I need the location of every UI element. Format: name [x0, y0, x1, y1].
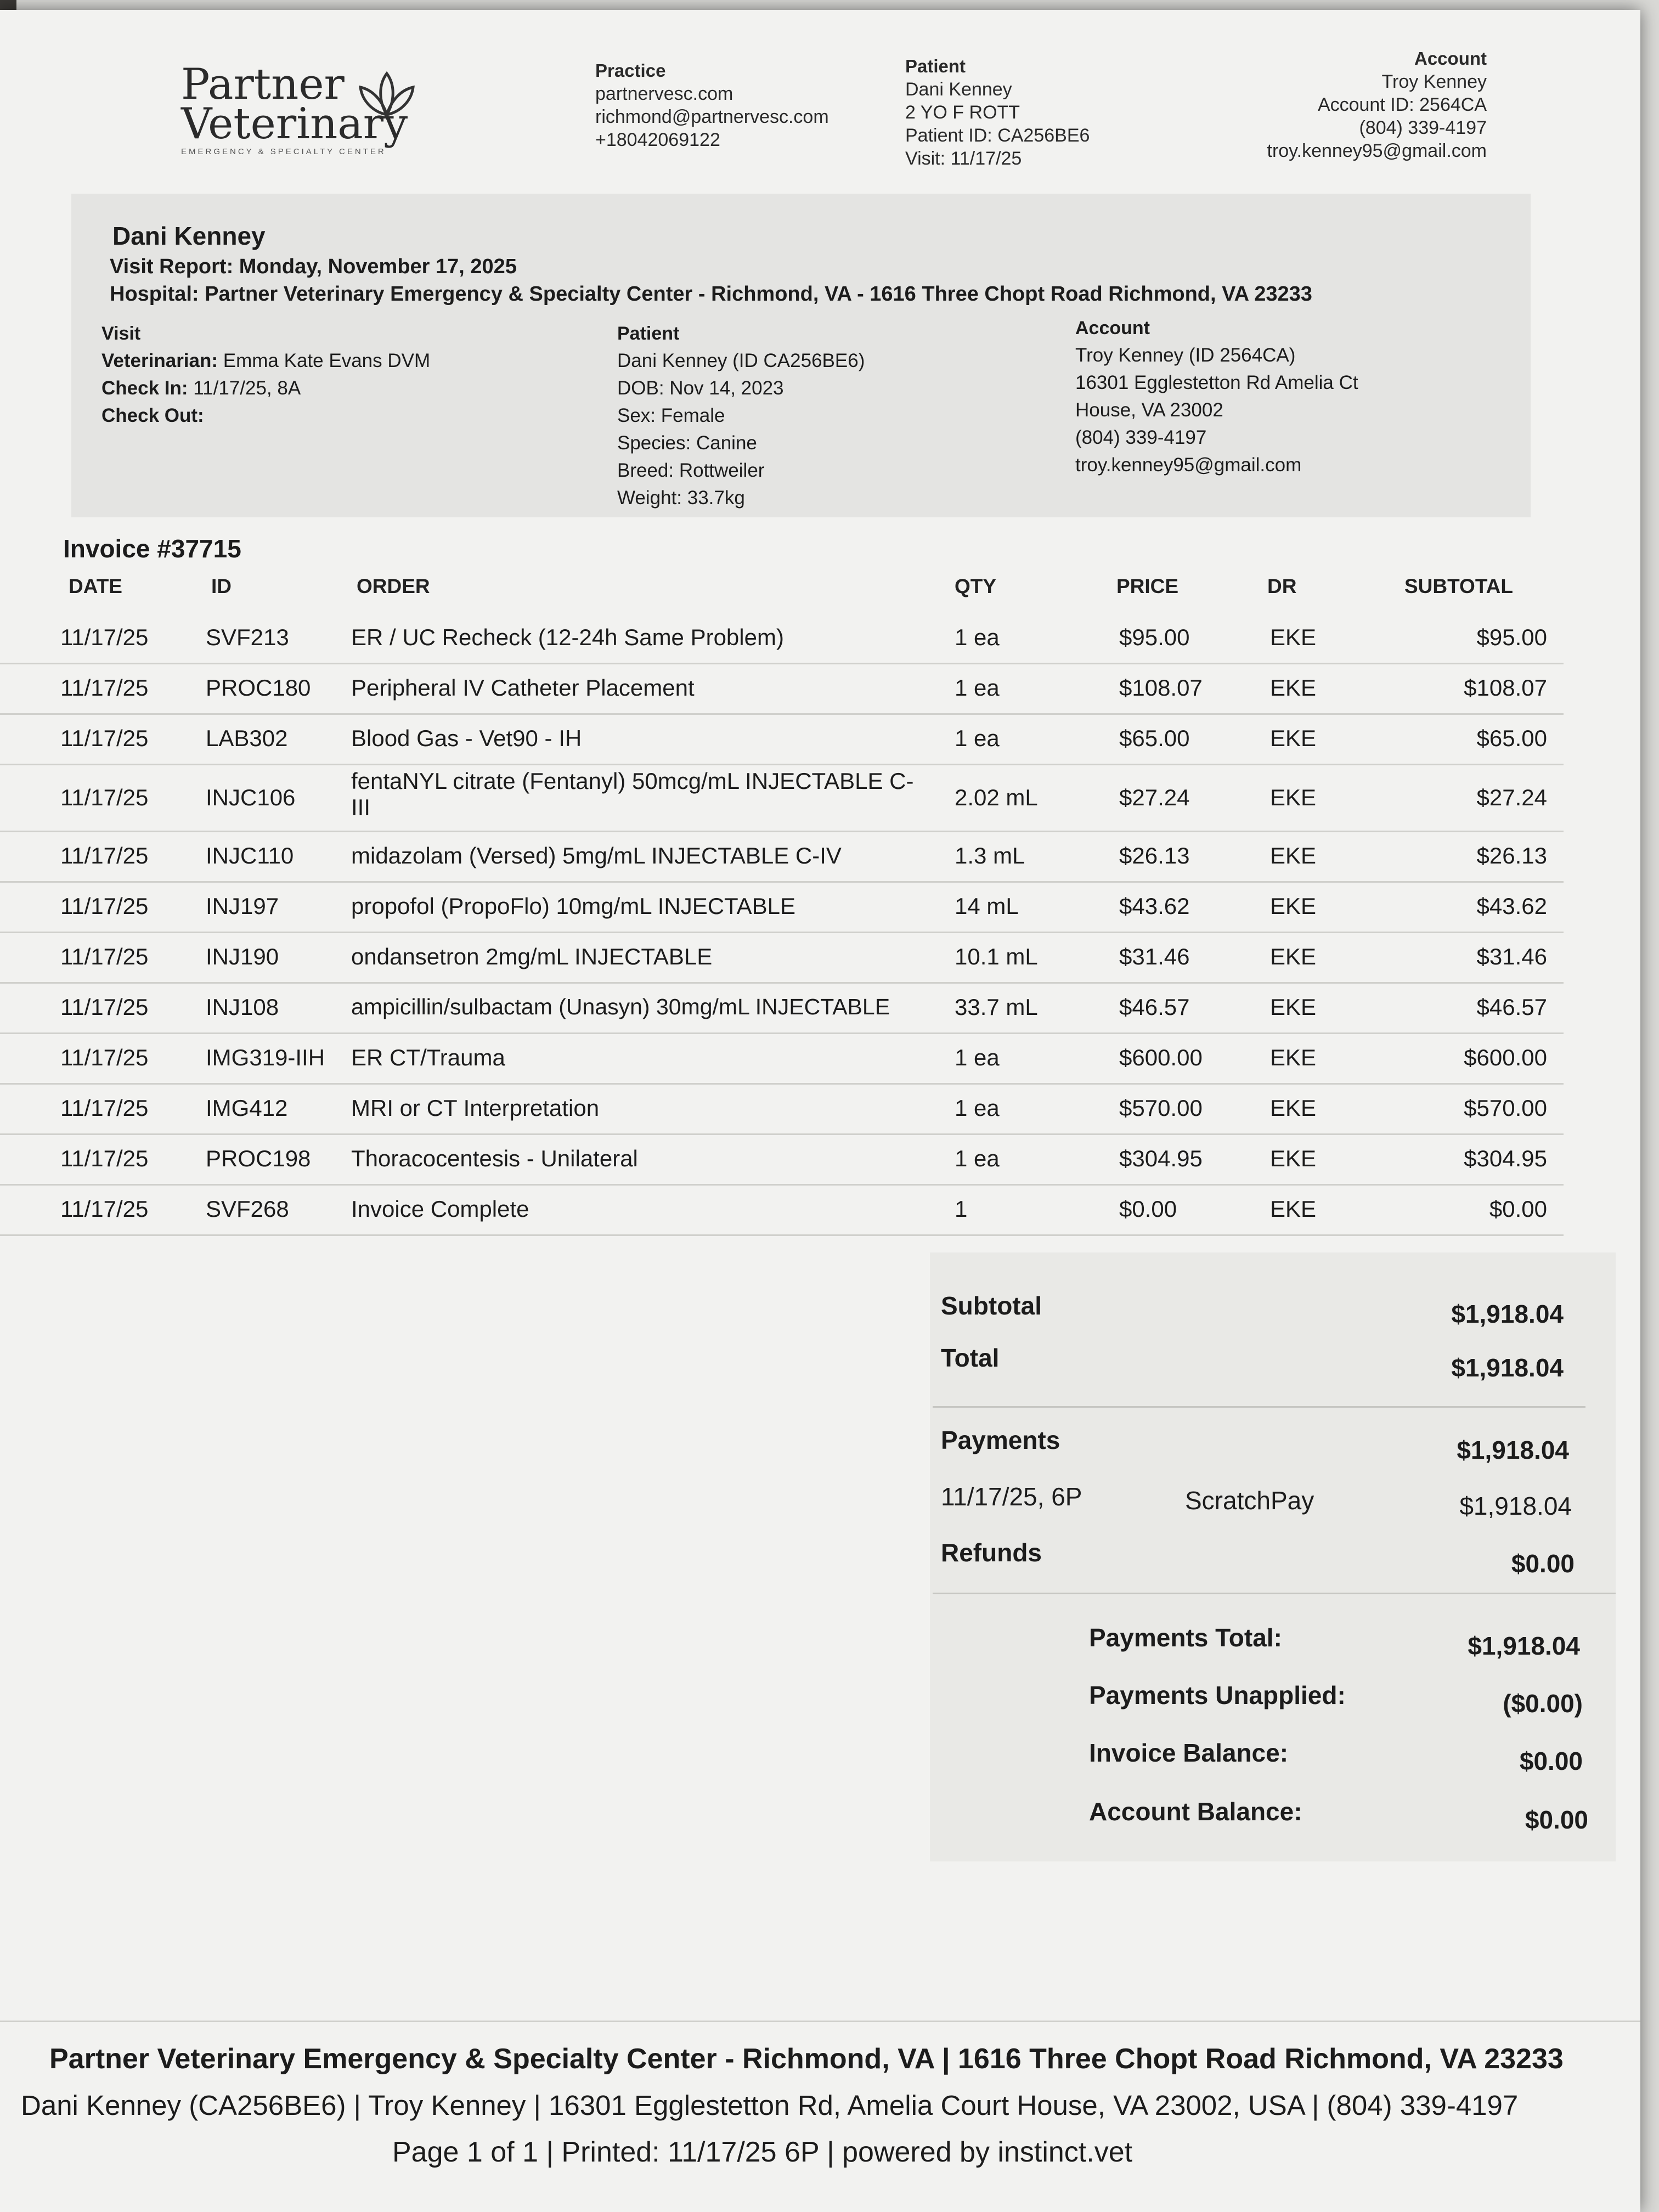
- table-row: [0, 612, 1564, 664]
- footer-divider: [0, 2021, 1640, 2022]
- total-value: $1,918.04: [1451, 1353, 1564, 1382]
- row-id: INJ108: [206, 994, 279, 1020]
- row-price: $95.00: [1119, 624, 1190, 650]
- row-price: $27.24: [1119, 785, 1190, 810]
- row-order: ondansetron 2mg/mL INJECTABLE: [351, 944, 713, 969]
- footer-client: Dani Kenney (CA256BE6) | Troy Kenney | 16301 Egglestetton Rd, Amelia Court House, VA 23002, USA | (804) 339-4197: [21, 2090, 1519, 2121]
- payments-total-label: Payments Total:: [1089, 1623, 1282, 1652]
- visit-label: Visit: [101, 323, 141, 344]
- patient-details-label: Patient: [617, 323, 680, 344]
- row-order: Invoice Complete: [351, 1196, 529, 1222]
- refunds-value: $0.00: [1511, 1549, 1575, 1578]
- row-dr: EKE: [1270, 1146, 1317, 1171]
- account-header-id: Account ID: 2564CA: [1317, 94, 1487, 115]
- payments-value: $1,918.04: [1457, 1436, 1569, 1464]
- footer-hospital: Partner Veterinary Emergency & Specialty Center - Richmond, VA | 1616 Three Chopt Road Richmond, VA 23233: [49, 2043, 1564, 2075]
- practice-info: [595, 59, 829, 151]
- account-header-label: Account: [1414, 48, 1487, 69]
- row-subtotal: $95.00: [1476, 624, 1547, 650]
- row-price: $108.07: [1119, 675, 1203, 701]
- patient-weight: Weight: 33.7kg: [617, 487, 745, 509]
- row-id: SVF213: [206, 624, 289, 650]
- row-date: 11/17/25: [60, 624, 149, 650]
- practice-phone: +18042069122: [595, 129, 720, 150]
- row-order: midazolam (Versed) 5mg/mL INJECTABLE C-IV: [351, 843, 842, 868]
- table-row: [0, 713, 1564, 765]
- row-subtotal: $26.13: [1476, 843, 1547, 868]
- total-label: Total: [941, 1344, 1000, 1372]
- visit-details: [101, 320, 430, 430]
- logo-word-partner: Partner: [181, 60, 345, 109]
- payments-unapplied-label: Payments Unapplied:: [1089, 1681, 1346, 1709]
- row-qty: 1 ea: [955, 675, 1000, 701]
- row-date: 11/17/25: [60, 675, 149, 701]
- patient-header-summary: 2 YO F ROTT: [905, 102, 1020, 123]
- row-subtotal: $0.00: [1489, 1196, 1547, 1222]
- account-details-label: Account: [1075, 318, 1150, 338]
- row-dr: EKE: [1270, 1196, 1317, 1222]
- account-address-1: 16301 Egglestetton Rd Amelia Ct: [1075, 372, 1358, 393]
- table-row: [0, 831, 1564, 883]
- account-balance-value: $0.00: [1525, 1805, 1588, 1834]
- row-dr: EKE: [1270, 785, 1317, 810]
- row-subtotal: $570.00: [1464, 1095, 1547, 1121]
- col-header-subtotal: SUBTOTAL: [1404, 575, 1514, 597]
- row-dr: EKE: [1270, 725, 1317, 751]
- practice-logo: [181, 60, 433, 180]
- payment-date: 11/17/25, 6P: [941, 1482, 1082, 1511]
- invoice-balance-label: Invoice Balance:: [1089, 1739, 1289, 1767]
- practice-website: partnervesc.com: [595, 83, 733, 104]
- patient-header-info: [905, 55, 1090, 170]
- row-subtotal: $304.95: [1464, 1146, 1547, 1171]
- table-row: [0, 932, 1564, 984]
- account-header-info: [1267, 47, 1487, 162]
- patient-header-visit: Visit: 11/17/25: [905, 148, 1022, 169]
- row-subtotal: $31.46: [1476, 944, 1547, 969]
- row-dr: EKE: [1270, 1045, 1317, 1070]
- checkin-label: Check In:: [101, 377, 188, 399]
- row-id: INJ197: [206, 893, 279, 919]
- patient-sex: Sex: Female: [617, 405, 725, 426]
- invoice-title: Invoice #37715: [63, 534, 241, 563]
- vet-name: Emma Kate Evans DVM: [223, 350, 431, 371]
- row-qty: 33.7 mL: [955, 994, 1038, 1020]
- patient-header-label: Patient: [905, 56, 966, 76]
- row-price: $0.00: [1119, 1196, 1177, 1222]
- patient-dob: DOB: Nov 14, 2023: [617, 377, 784, 399]
- patient-header-id: Patient ID: CA256BE6: [905, 125, 1090, 146]
- row-subtotal: $27.24: [1476, 785, 1547, 810]
- checkin-value: 11/17/25, 8A: [193, 377, 301, 399]
- row-order: ER CT/Trauma: [351, 1045, 505, 1070]
- row-order: ampicillin/sulbactam (Unasyn) 30mg/mL INJECTABLE: [351, 994, 890, 1019]
- table-row: [0, 1032, 1564, 1085]
- row-id: INJC106: [206, 785, 296, 810]
- row-subtotal: $65.00: [1476, 725, 1547, 751]
- row-order: ER / UC Recheck (12-24h Same Problem): [351, 624, 784, 650]
- vet-label: Veterinarian:: [101, 350, 218, 371]
- row-qty: 1 ea: [955, 1146, 1000, 1171]
- row-price: $570.00: [1119, 1095, 1203, 1121]
- row-date: 11/17/25: [60, 785, 149, 810]
- row-price: $26.13: [1119, 843, 1190, 868]
- table-row: [0, 881, 1564, 933]
- row-dr: EKE: [1270, 893, 1317, 919]
- col-header-qty: QTY: [955, 575, 997, 597]
- payments-label: Payments: [941, 1426, 1060, 1454]
- row-id: IMG319-IIH: [206, 1045, 325, 1070]
- row-order: propofol (PropoFlo) 10mg/mL INJECTABLE: [351, 893, 795, 919]
- col-header-id: ID: [211, 575, 232, 597]
- row-price: $43.62: [1119, 893, 1190, 919]
- patient-species: Species: Canine: [617, 432, 757, 454]
- row-date: 11/17/25: [60, 1095, 149, 1121]
- col-header-price: PRICE: [1116, 575, 1179, 597]
- row-date: 11/17/25: [60, 843, 149, 868]
- table-row: [0, 764, 1564, 832]
- row-qty: 1 ea: [955, 1095, 1000, 1121]
- visit-patient-name: Dani Kenney: [112, 222, 266, 250]
- row-order-continued: III: [351, 794, 371, 820]
- row-price: $46.57: [1119, 994, 1190, 1020]
- account-balance-label: Account Balance:: [1089, 1797, 1302, 1826]
- invoice-page: [0, 10, 1640, 2212]
- invoice-balance-value: $0.00: [1519, 1747, 1583, 1775]
- row-order: Peripheral IV Catheter Placement: [351, 675, 695, 701]
- row-order: Thoracocentesis - Unilateral: [351, 1146, 638, 1171]
- row-qty: 14 mL: [955, 893, 1019, 919]
- row-id: PROC180: [206, 675, 311, 701]
- row-subtotal: $46.57: [1476, 994, 1547, 1020]
- row-id: IMG412: [206, 1095, 288, 1121]
- row-dr: EKE: [1270, 624, 1317, 650]
- totals-divider: [933, 1593, 1616, 1594]
- refunds-label: Refunds: [941, 1538, 1042, 1567]
- row-date: 11/17/25: [60, 994, 149, 1020]
- table-row: [0, 1083, 1564, 1135]
- account-email: troy.kenney95@gmail.com: [1075, 454, 1302, 476]
- account-address-2: House, VA 23002: [1075, 399, 1223, 421]
- account-header-name: Troy Kenney: [1381, 71, 1487, 92]
- row-order: MRI or CT Interpretation: [351, 1095, 600, 1121]
- patient-breed: Breed: Rottweiler: [617, 460, 765, 481]
- payment-method: ScratchPay: [1185, 1486, 1314, 1515]
- payments-total-value: $1,918.04: [1468, 1632, 1580, 1660]
- row-dr: EKE: [1270, 994, 1317, 1020]
- lotus-icon: [348, 68, 425, 123]
- row-subtotal: $43.62: [1476, 893, 1547, 919]
- subtotal-value: $1,918.04: [1451, 1300, 1564, 1328]
- row-date: 11/17/25: [60, 1196, 149, 1222]
- payments-unapplied-value: ($0.00): [1503, 1689, 1583, 1718]
- account-owner: Troy Kenney (ID 2564CA): [1075, 345, 1296, 366]
- account-header-phone: (804) 339-4197: [1359, 117, 1487, 138]
- totals-divider: [933, 1406, 1585, 1408]
- checkout-label: Check Out:: [101, 405, 204, 426]
- footer-print-info: Page 1 of 1 | Printed: 11/17/25 6P | powered by instinct.vet: [392, 2136, 1133, 2168]
- row-price: $600.00: [1119, 1045, 1203, 1070]
- row-qty: 1 ea: [955, 624, 1000, 650]
- patient-header-name: Dani Kenney: [905, 79, 1012, 100]
- row-order: Blood Gas - Vet90 - IH: [351, 725, 582, 751]
- table-row: [0, 663, 1564, 715]
- row-order: fentaNYL citrate (Fentanyl) 50mcg/mL INJECTABLE C-: [351, 768, 914, 794]
- row-id: LAB302: [206, 725, 288, 751]
- logo-word-veterinary: Veterinary: [181, 99, 408, 149]
- row-price: $65.00: [1119, 725, 1190, 751]
- row-subtotal: $108.07: [1464, 675, 1547, 701]
- row-date: 11/17/25: [60, 725, 149, 751]
- account-phone: (804) 339-4197: [1075, 427, 1207, 448]
- patient-id-line: Dani Kenney (ID CA256BE6): [617, 350, 865, 371]
- row-id: INJ190: [206, 944, 279, 969]
- row-date: 11/17/25: [60, 944, 149, 969]
- practice-email: richmond@partnervesc.com: [595, 106, 829, 127]
- row-dr: EKE: [1270, 944, 1317, 969]
- row-dr: EKE: [1270, 675, 1317, 701]
- row-qty: 1.3 mL: [955, 843, 1025, 868]
- table-row: [0, 1133, 1564, 1186]
- row-subtotal: $600.00: [1464, 1045, 1547, 1070]
- table-row: [0, 982, 1564, 1034]
- table-row: [0, 1184, 1564, 1236]
- row-date: 11/17/25: [60, 1045, 149, 1070]
- patient-details: [617, 320, 865, 512]
- row-date: 11/17/25: [60, 893, 149, 919]
- row-dr: EKE: [1270, 843, 1317, 868]
- account-details: [1075, 314, 1358, 479]
- row-qty: 1: [955, 1196, 968, 1222]
- row-price: $304.95: [1119, 1146, 1203, 1171]
- visit-hospital: Hospital: Partner Veterinary Emergency & Specialty Center - Richmond, VA - 1616 Three Chopt Road Richmond, VA 23233: [110, 283, 1312, 306]
- col-header-date: DATE: [69, 575, 122, 597]
- row-id: SVF268: [206, 1196, 289, 1222]
- row-qty: 1 ea: [955, 725, 1000, 751]
- col-header-order: ORDER: [357, 575, 430, 597]
- row-dr: EKE: [1270, 1095, 1317, 1121]
- row-qty: 1 ea: [955, 1045, 1000, 1070]
- payment-amount: $1,918.04: [1459, 1492, 1572, 1520]
- practice-label: Practice: [595, 60, 666, 81]
- row-id: PROC198: [206, 1146, 311, 1171]
- logo-tagline: EMERGENCY & SPECIALTY CENTER: [181, 147, 386, 156]
- col-header-dr: DR: [1267, 575, 1297, 597]
- row-price: $31.46: [1119, 944, 1190, 969]
- row-date: 11/17/25: [60, 1146, 149, 1171]
- subtotal-label: Subtotal: [941, 1291, 1042, 1320]
- row-qty: 2.02 mL: [955, 785, 1038, 810]
- row-id: INJC110: [206, 843, 294, 868]
- row-qty: 10.1 mL: [955, 944, 1038, 969]
- visit-report-date: Visit Report: Monday, November 17, 2025: [110, 255, 517, 278]
- account-header-email: troy.kenney95@gmail.com: [1267, 140, 1487, 161]
